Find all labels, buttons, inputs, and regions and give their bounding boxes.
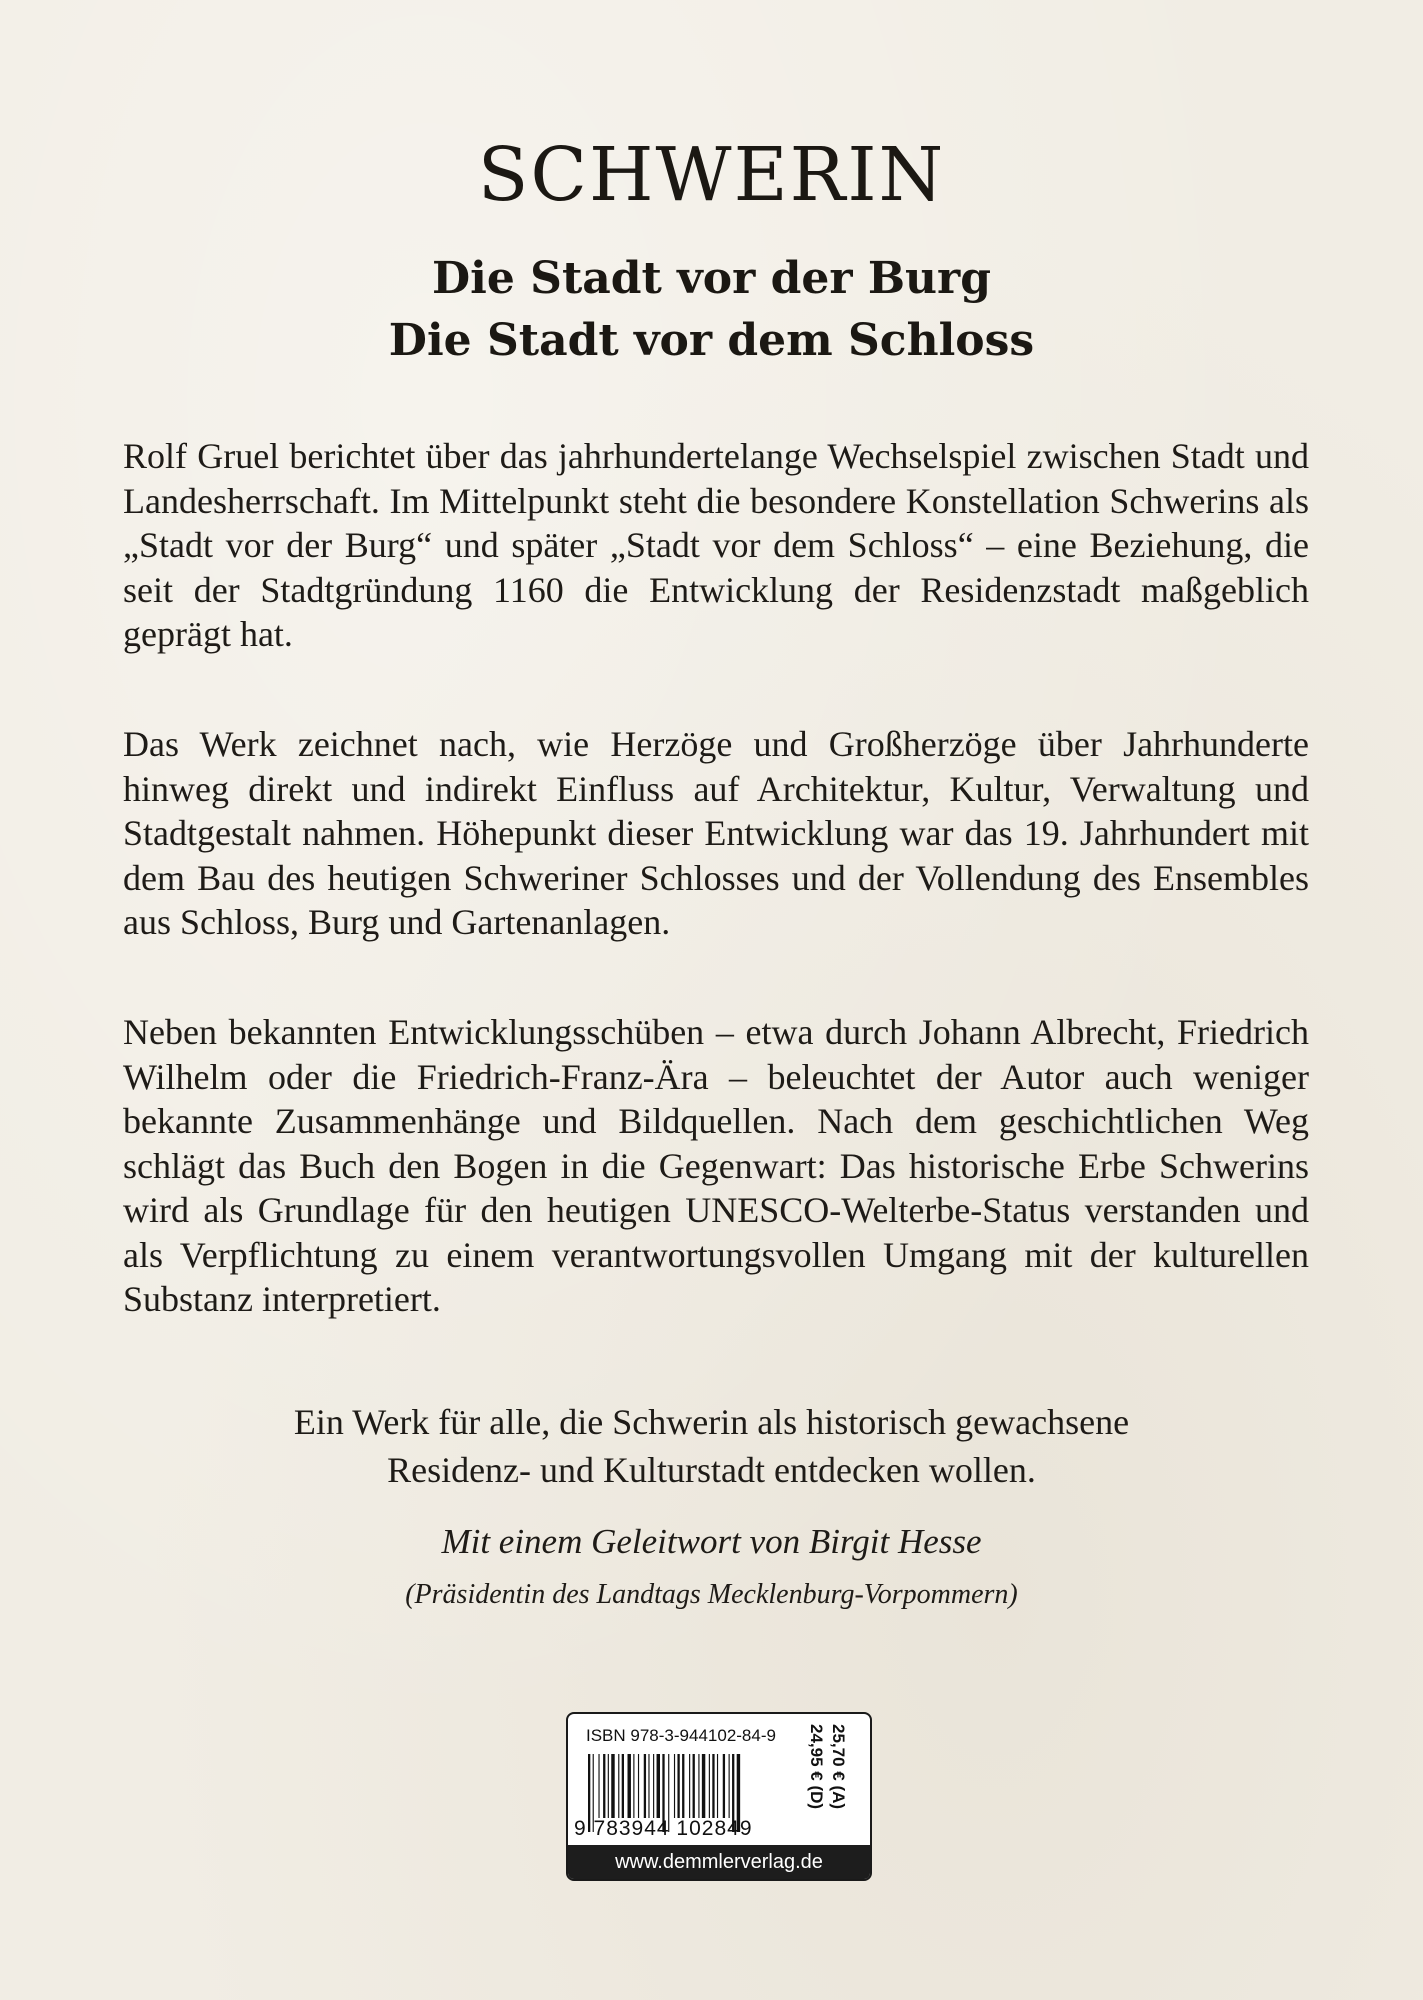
blurb-paragraph-2: Das Werk zeichnet nach, wie Herzöge und Großherzöge über Jahrhunderte hinweg direkt und indirekt Einfluss auf Architektur, Kultur, Verwaltung und Stadtgestalt nahmen. Höhepunkt dieser Entwicklung war das 19. Jahrhundert mit dem Bau des heutigen Schweriner Schlosses und der Vollendung des Ensembles aus Schloss, Burg und Gartenanlagen. bbox=[123, 724, 1309, 942]
publisher-website: www.demmlerverlag.de bbox=[568, 1845, 870, 1879]
price-germany: 24,95 € (D) bbox=[807, 1724, 826, 1810]
barcode-panel bbox=[566, 1712, 872, 1881]
closing-statement bbox=[0, 1398, 1423, 1494]
foreword-credit: Mit einem Geleitwort von Birgit Hesse bbox=[441, 1522, 982, 1561]
closing-line-1: Ein Werk für alle, die Schwerin als historisch gewachsene bbox=[293, 1402, 1130, 1442]
price-block bbox=[792, 1724, 860, 1842]
subtitle-line-2: Die Stadt vor dem Schloss bbox=[388, 315, 1035, 366]
barcode-digits: 9 783944 102849 bbox=[574, 1817, 753, 1840]
subtitle-line-1: Die Stadt vor der Burg bbox=[431, 253, 991, 304]
book-subtitle bbox=[0, 248, 1423, 372]
blurb-paragraph-1: Rolf Gruel berichtet über das jahrhundertelange Wechselspiel zwischen Stadt und Landesherrschaft. Im Mittelpunkt steht die besondere Konstellation Schwerins als „Stadt vor der Burg“ und später „Stadt vor dem Schloss“ – eine Beziehung, die seit der Stadtgründung 1160 die Entwicklung der Residenzstadt maßgeblich geprägt hat. bbox=[123, 436, 1309, 654]
price-austria: 25,70 € (A) bbox=[829, 1724, 848, 1810]
blurb-paragraph-3: Neben bekannten Entwicklungsschüben – etwa durch Johann Albrecht, Friedrich Wilhelm oder die Friedrich-Franz-Ära – beleuchtet der Autor auch weniger bekannte Zusammenhänge und Bildquellen. Nach dem geschichtlichen Weg schlägt das Buch den Bogen in die Gegenwart: Das historische Erbe Schwerins wird als Grundlage für den heutigen UNESCO-Welterbe-Status verstanden und als Verpflichtung zu einem verantwortungsvollen Umgang mit der kulturellen Substanz interpretiert. bbox=[123, 1012, 1309, 1319]
closing-line-2: Residenz- und Kulturstadt entdecken wollen. bbox=[387, 1450, 1036, 1490]
isbn-number: ISBN 978-3-944102-84-9 bbox=[586, 1726, 776, 1745]
book-title: SCHWERIN bbox=[477, 132, 946, 218]
foreword-note: (Präsidentin des Landtags Mecklenburg-Vorpommern) bbox=[405, 1579, 1018, 1610]
